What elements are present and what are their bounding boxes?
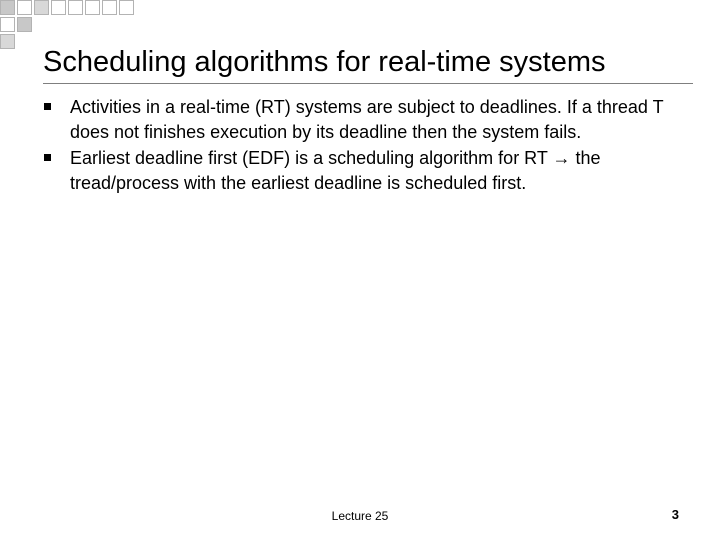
square-bullet-icon	[44, 154, 51, 161]
slide-title: Scheduling algorithms for real-time systems	[43, 46, 606, 78]
bullet-item	[44, 95, 684, 145]
bullet-list	[44, 95, 684, 197]
bullet-item	[44, 146, 684, 196]
page-number: 3	[671, 507, 679, 522]
bullet-text: Earliest deadline first (EDF) is a scheduling algorithm for RT → the tread/process with the earliest deadline is scheduled first.	[70, 148, 601, 193]
bullet-text: Activities in a real-time (RT) systems are subject to deadlines. If a thread T does not finishes execution by its deadline then the system fails.	[70, 97, 664, 142]
square-bullet-icon	[44, 103, 51, 110]
footer-lecture: Lecture 25	[331, 509, 389, 523]
title-divider	[43, 83, 693, 84]
